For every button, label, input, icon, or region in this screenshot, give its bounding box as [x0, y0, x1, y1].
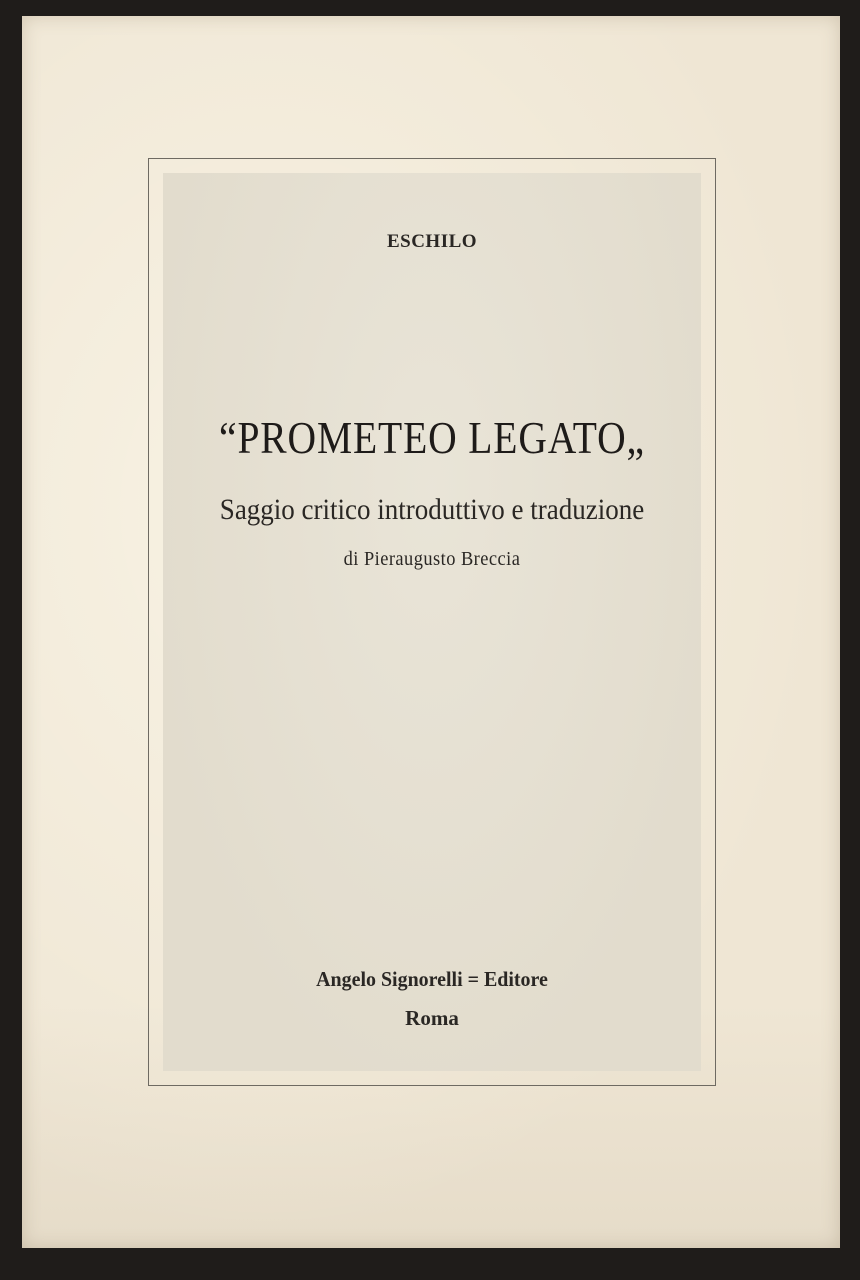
- book-subtitle: Saggio critico introduttivo e traduzione: [219, 493, 645, 526]
- translator-byline: di Pieraugusto Breccia: [343, 548, 521, 570]
- book-title: “PROMETEO LEGATO„: [219, 412, 645, 463]
- cover-title-panel: [163, 173, 701, 1071]
- cover-border-frame: [148, 158, 716, 1086]
- publisher-name: Angelo Signorelli = Editore: [316, 967, 548, 991]
- author-name: ESCHILO: [386, 231, 478, 252]
- book-cover: [22, 16, 840, 1248]
- publisher-city: Roma: [405, 1006, 459, 1030]
